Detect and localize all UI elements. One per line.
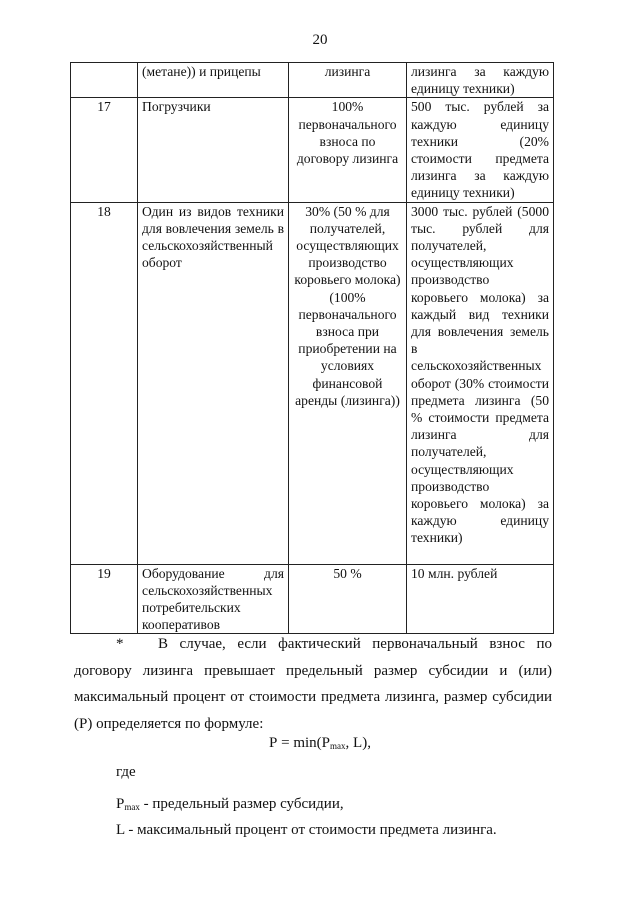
table-row [71,564,554,634]
table-row [71,98,554,202]
subsidy-share-cell: лизинга [289,63,407,98]
equipment-name-cell: (метане)) и прицепы [138,63,289,98]
table-row [71,63,554,98]
pmax-symbol: P [116,796,125,812]
pmax-text: - предельный размер субсидии, [139,796,344,812]
l-definition: L - максимальный процент от стоимости предмета лизинга. [116,822,497,838]
formula-suffix: , L), [345,735,371,751]
row-number-cell: 17 [71,98,138,202]
leasing-subsidy-table [70,62,554,634]
subsidy-cap-cell: 10 млн. рублей [407,564,554,634]
equipment-name-cell: Оборудование для сельскохозяйственных потребительских кооперативов [138,564,289,634]
row-number-cell [71,63,138,98]
subsidy-cap-cell: 500 тыс. рублей за каждую единицу техники (20% стоимости предмета лизинга за каждую единицу техники) [407,98,554,202]
equipment-name-cell: Погрузчики [138,98,289,202]
footnote [74,631,552,737]
formula-prefix: Р = min(P [269,735,331,751]
page-number: 20 [312,32,328,48]
footnote-marker: * [116,636,124,652]
subsidy-formula [0,735,640,752]
subsidy-cap-cell: 3000 тыс. рублей (5000 тыс. рублей для получателей, осуществляющих производство коровьего молока) за каждый вид техники для вовлечения земель в сельскохозяйственных оборот (30% стоимости предмета лизинга (50 % стоимости предмета лизинга для получателей, осуществляющих производство коровьего молока) за каждую единицу техники) [407,202,554,564]
where-label: где [116,764,136,780]
row-number-cell: 19 [71,564,138,634]
formula-subscript: max [330,741,346,751]
pmax-definition [116,796,344,813]
footnote-text: В случае, если фактический первоначальный взнос по договору лизинга превышает предельный размер субсидии и (или) максимальный процент от стоимости предмета лизинга, размер субсидии (Р) определяется по формуле: [74,636,552,732]
pmax-subscript: max [124,802,140,812]
subsidy-share-cell: 50 % [289,564,407,634]
subsidy-cap-cell: лизинга за каждую единицу техники) [407,63,554,98]
subsidy-share-cell: 100% первоначального взноса по договору лизинга [289,98,407,202]
row-number-cell: 18 [71,202,138,564]
equipment-name-cell: Один из видов техники для вовлечения земель в сельскохозяйственный оборот [138,202,289,564]
table-row [71,202,554,564]
subsidy-share-cell: 30% (50 % для получателей, осуществляющих производство коровьего молока) (100% первоначального взноса при приобретении на условиях финансовой аренды (лизинга)) [289,202,407,564]
